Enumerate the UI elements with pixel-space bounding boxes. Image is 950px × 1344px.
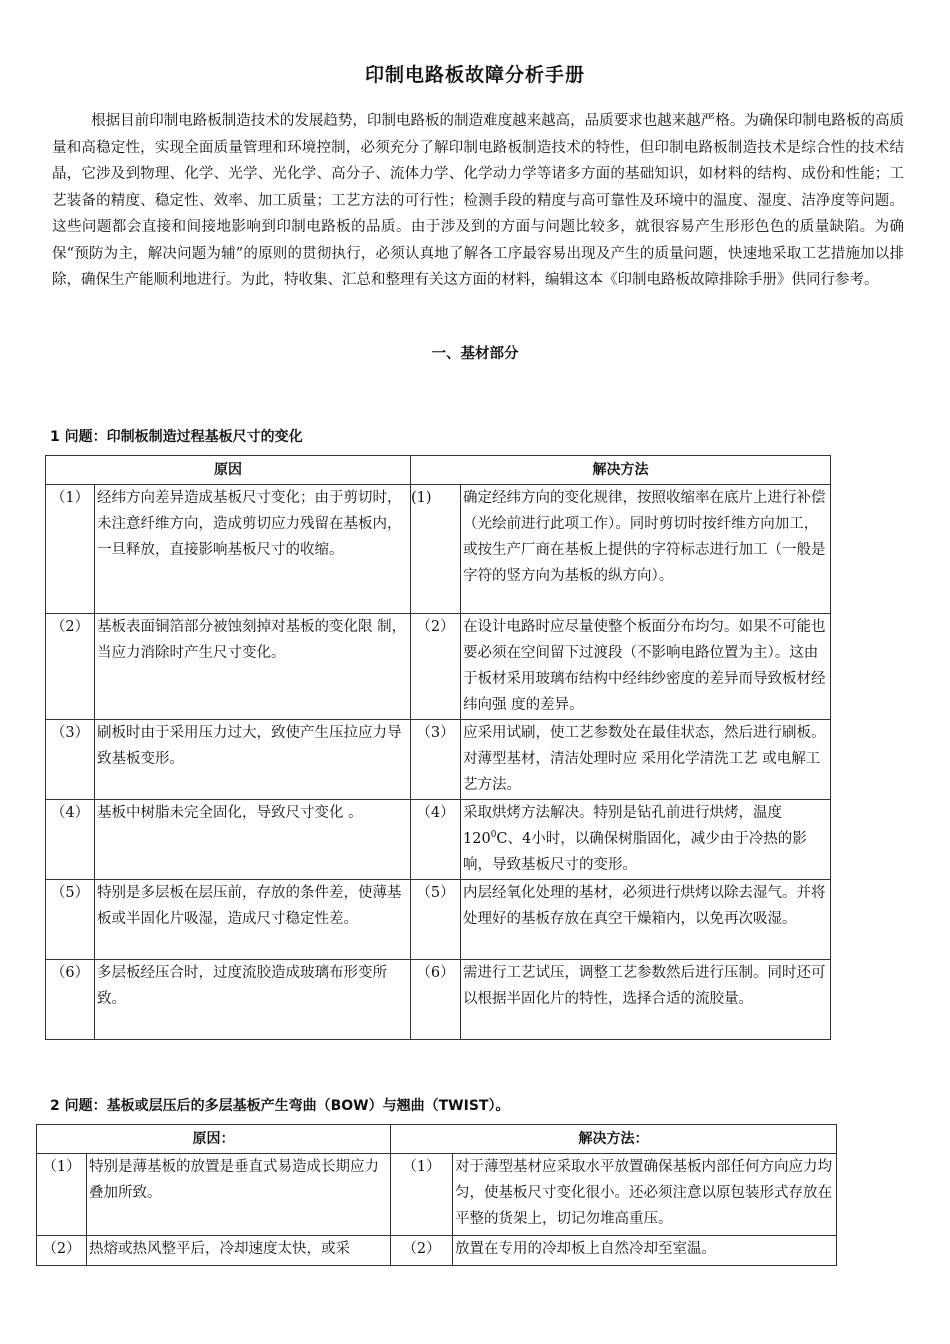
document-title: 印制电路板故障分析手册 — [364, 64, 585, 86]
solution-number: （1） — [391, 1154, 453, 1236]
cause-number: （2） — [46, 614, 95, 720]
cause-text: 经纬方向差异造成基板尺寸变化；由于剪切时，未注意纤维方向，造成剪切应力残留在基板内，一旦释放，直接影响基板尺寸的收缩。 — [95, 485, 411, 614]
cause-text: 基板表面铜箔部分被蚀刻掉对基板的变化限 制，当应力消除时产生尺寸变化。 — [95, 614, 411, 720]
section-heading: 一、基材部分 — [431, 346, 519, 362]
table-row — [46, 880, 831, 960]
intro-paragraph: 根据目前印制电路板制造技术的发展趋势，印制电路板的制造难度越来越高，品质要求也越来越严格。为确保印制电路板的高质量和高稳定性，实现全面质量管理和环境控制，必须充分了解印制电路板制造技术的特性，但印制电路板制造技术是综合性的技术结晶，它涉及到物理、化学、光学、光化学、高分子、流体力学、化学动力学等诸多方面的基础知识，如材料的结构、成份和性能；工艺装备的精度、稳定性、效率、加工质量；工艺方法的可行性；检测手段的精度与高可靠性及环境中的温度、湿度、洁净度等问题。这些问题都会直接和间接地影响到印制电路板的品质。由于涉及到的方面与问题比较多，就很容易产生形形色色的质量缺陷。为确保“预防为主，解决问题为辅”的原则的贯彻执行，必须认真地了解各工序最容易出现及产生的质量问题，快速地采取工艺措施加以排除，确保生产能顺利地进行。为此，特收集、汇总和整理有关这方面的材料，编辑这本《印制电路板故障排除手册》供同行参考。 — [52, 113, 904, 288]
cause-text: 刷板时由于采用压力过大，致使产生压拉应力导致基板变形。 — [95, 720, 411, 800]
cause-text: 多层板经压合时，过度流胶造成玻璃布形变所致。 — [95, 960, 411, 1040]
table-row — [46, 614, 831, 720]
question-2-table — [36, 1124, 837, 1266]
cause-column-header: 原因： — [37, 1125, 391, 1154]
solution-number: （6） — [411, 960, 461, 1040]
solution-column-header: 解决方法 — [411, 456, 831, 485]
solution-number: （4） — [411, 800, 461, 880]
solution-text: 放置在专用的冷却板上自然冷却至室温。 — [453, 1236, 837, 1266]
solution-text: 在设计电路时应尽量使整个板面分布均匀。如果不可能也要必须在空间留下过渡段（不影响电路位置为主）。这由于板材采用玻璃布结构中经纬纱密度的差异而导致板材经纬向强 度的差异。 — [461, 614, 831, 720]
solution-number: （5） — [411, 880, 461, 960]
question-1-table — [45, 455, 831, 1040]
cause-number: （1） — [37, 1154, 87, 1236]
cause-number: （2） — [37, 1236, 87, 1266]
table-header-row — [37, 1125, 837, 1154]
cause-number: （4） — [46, 800, 95, 880]
solution-text: 确定经纬方向的变化规律，按照收缩率在底片上进行补偿（光绘前进行此项工作）。同时剪切时按纤维方向加工，或按生产厂商在基板上提供的字符标志进行加工（一般是字符的竖方向为基板的纵方向）。 — [461, 485, 831, 614]
solution-column-header: 解决方法： — [391, 1125, 837, 1154]
solution-text: 需进行工艺试压，调整工艺参数然后进行压制。同时还可以根据半固化片的特性，选择合适的流胶量。 — [461, 960, 831, 1040]
cause-number: （3） — [46, 720, 95, 800]
table-row — [46, 960, 831, 1040]
table-row — [37, 1236, 837, 1266]
solution-text: 内层经氧化处理的基材，必须进行烘烤以除去湿气。并将处理好的基板存放在真空干燥箱内，以免再次吸湿。 — [461, 880, 831, 960]
cause-column-header: 原因 — [46, 456, 411, 485]
table-header-row — [46, 456, 831, 485]
table-row — [46, 800, 831, 880]
solution-text: 对于薄型基材应采取水平放置确保基板内部任何方向应力均匀，使基板尺寸变化很小。还必须注意以原包装形式存放在平整的货架上，切记勿堆高重压。 — [453, 1154, 837, 1236]
cause-text: 热熔或热风整平后，冷却速度太快，或采 — [87, 1236, 391, 1266]
cause-text: 特别是多层板在层压前，存放的条件差，使薄基板或半固化片吸湿，造成尺寸稳定性差。 — [95, 880, 411, 960]
solution-text: 采取烘烤方法解决。特别是钻孔前进行烘烤，温度$120^0C$、4小时，以确保树脂固化，减少由于冷热的影响，导致基板尺寸的变形。 — [461, 800, 831, 880]
table-row — [46, 720, 831, 800]
solution-text: 应采用试刷，使工艺参数处在最佳状态，然后进行刷板。对薄型基材，清洁处理时应 采用化学清洗工艺 或电解工艺方法。 — [461, 720, 831, 800]
solution-number: (1) — [411, 485, 461, 614]
table-row — [46, 485, 831, 614]
question-1-title: 1 问题：印制板制造过程基板尺寸的变化 — [50, 429, 303, 445]
cause-number: （5） — [46, 880, 95, 960]
cause-text: 基板中树脂未完全固化，导致尺寸变化 。 — [95, 800, 411, 880]
cause-number: （1） — [46, 485, 95, 614]
cause-number: （6） — [46, 960, 95, 1040]
table-row — [37, 1154, 837, 1236]
cause-text: 特别是薄基板的放置是垂直式易造成长期应力叠加所致。 — [87, 1154, 391, 1236]
question-2-title: 2 问题：基板或层压后的多层基板产生弯曲（BOW）与翘曲（TWIST）。 — [50, 1098, 510, 1114]
solution-number: （2） — [391, 1236, 453, 1266]
solution-number: （2） — [411, 614, 461, 720]
solution-number: （3） — [411, 720, 461, 800]
